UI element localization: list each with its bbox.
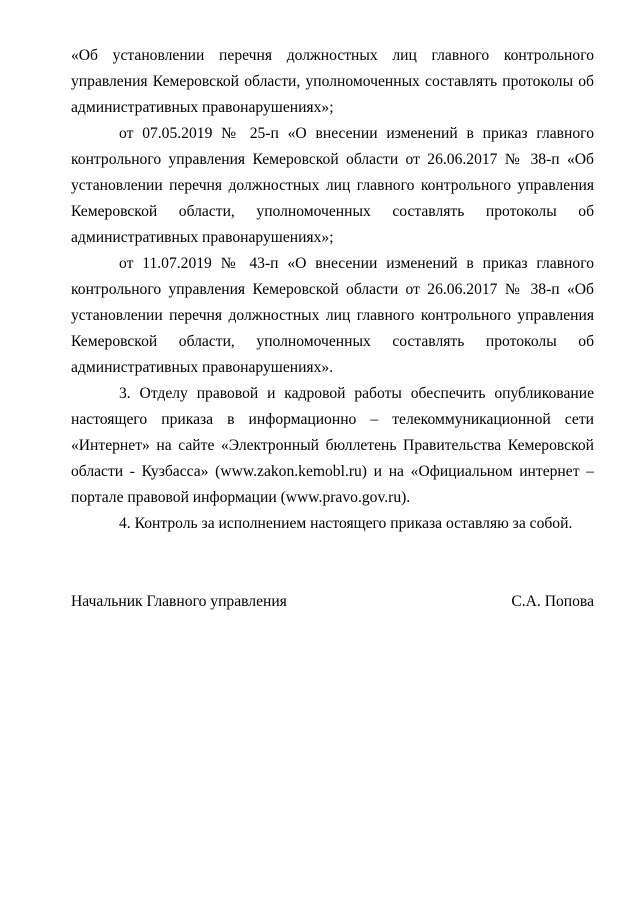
signature-block <box>71 589 594 615</box>
paragraph-order-title-continuation: «Об установлении перечня должностных лиц главного контрольного управления Кемеровской области, уполномоченных составлять протоколы об административных правонарушениях»; <box>71 47 594 116</box>
paragraph-amendment-25p: от 07.05.2019 № 25-п «О внесении изменений в приказ главного контрольного управления Кемеровской области от 26.06.2017 № 38-п «Об установлении перечня должностных лиц главного контрольного управления Кемеровской области, уполномоченных составлять протоколы об административных правонарушениях»; <box>71 125 594 246</box>
paragraph-amendment-43p: от 11.07.2019 № 43-п «О внесении изменений в приказ главного контрольного управления Кемеровской области от 26.06.2017 № 38-п «Об установлении перечня должностных лиц главного контрольного управления Кемеровской области, уполномоченных составлять протоколы об административных правонарушениях». <box>71 255 594 376</box>
signatory-position: Начальник Главного управления <box>71 593 287 610</box>
paragraph-item-4-control: 4. Контроль за исполнением настоящего приказа оставляю за собой. <box>119 515 573 532</box>
document-body <box>71 43 594 537</box>
paragraph-item-3-publication: 3. Отделу правовой и кадровой работы обеспечить опубликование настоящего приказа в информационно – телекоммуникационной сети «Интернет» на сайте «Электронный бюллетень Правительства Кемеровской области - Кузбасса» (www.zakon.kemobl.ru) и на «Официальном интернет – портале правовой информации (www.pravo.gov.ru). <box>71 385 594 506</box>
signatory-name: С.А. Попова <box>511 593 594 610</box>
